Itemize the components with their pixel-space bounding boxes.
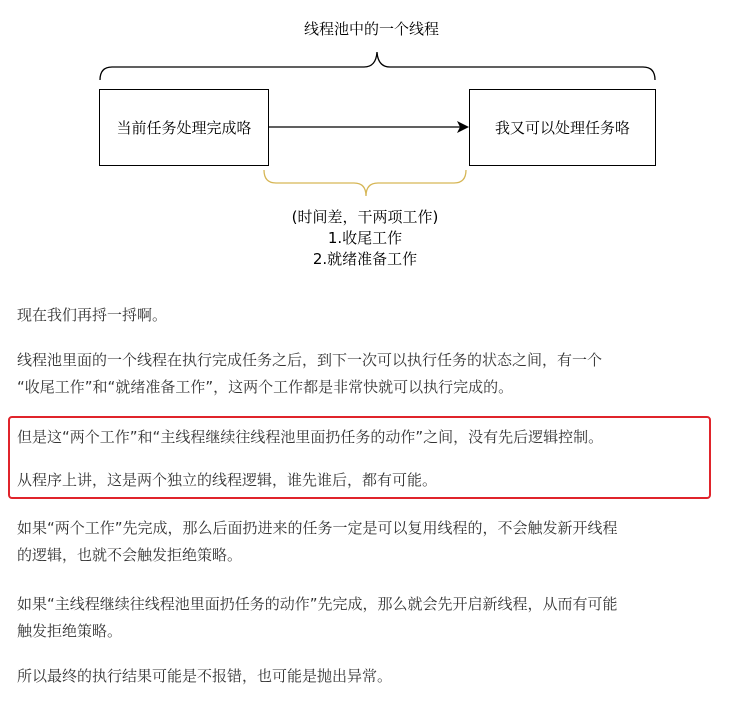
paragraph-4: 从程序上讲，这是两个独立的线程逻辑，谁先谁后，都有可能。 xyxy=(17,471,438,489)
bottom-brace xyxy=(264,170,466,196)
paragraph-7: 所以最终的执行结果可能是不报错，也可能是抛出异常。 xyxy=(17,667,393,685)
thread-diagram xyxy=(0,0,743,290)
next-task-label: 我又可以处理任务咯 xyxy=(494,119,630,137)
current-task-label: 当前任务处理完成咯 xyxy=(116,119,252,137)
current-task-box xyxy=(99,89,269,166)
paragraph-1: 现在我们再捋一捋啊。 xyxy=(17,306,168,324)
note-line-1: (时间差，干两项工作) xyxy=(291,208,439,226)
diagram-title: 线程池中的一个线程 xyxy=(303,20,439,38)
note-line-2: 1.收尾工作 xyxy=(327,229,403,247)
paragraph-3: 但是这“两个工作”和“主线程继续往线程池里面扔任务的动作”之间，没有先后逻辑控制。 xyxy=(17,428,604,446)
note-line-3: 2.就绪准备工作 xyxy=(312,250,418,268)
paragraph-2-line-2: “收尾工作”和“就绪准备工作”，这两个工作都是非常快就可以执行完成的。 xyxy=(17,378,514,396)
next-task-box xyxy=(469,89,656,166)
paragraph-5-line-2: 的逻辑，也就不会触发拒绝策略。 xyxy=(17,546,243,564)
top-brace xyxy=(100,52,655,80)
paragraph-5-line-1: 如果“两个工作”先完成，那么后面扔进来的任务一定是可以复用线程的，不会触发新开线程 xyxy=(17,519,618,537)
paragraph-2-line-1: 线程池里面的一个线程在执行完成任务之后，到下一次可以执行任务的状态之间，有一个 xyxy=(17,351,603,369)
paragraph-6-line-2: 触发拒绝策略。 xyxy=(17,622,123,640)
paragraph-6-line-1: 如果“主线程继续往线程池里面扔任务的动作”先完成，那么就会先开启新线程，从而有可能 xyxy=(17,595,618,613)
